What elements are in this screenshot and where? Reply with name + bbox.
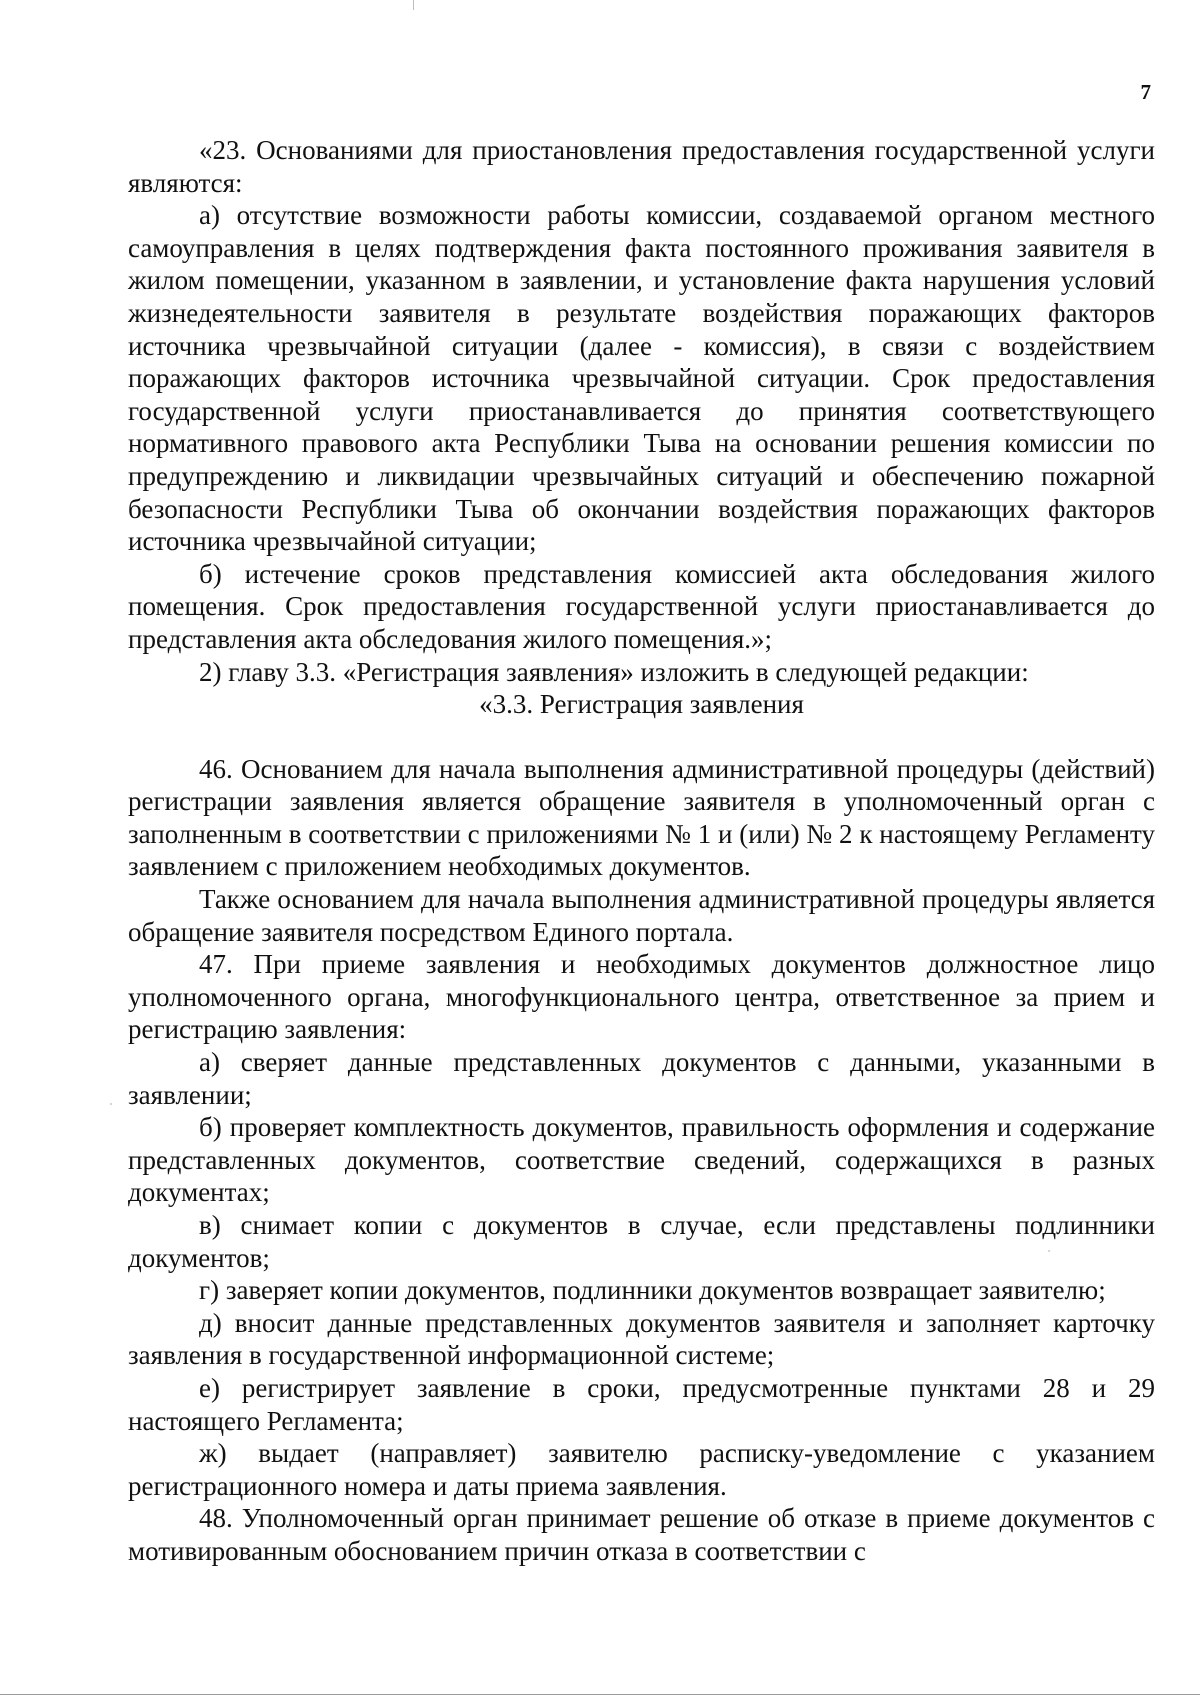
paragraph: 2) главу 3.3. «Регистрация заявления» изложить в следующей редакции: (199, 656, 1029, 687)
scan-mark (413, 0, 414, 10)
scan-edge-line (0, 1694, 1200, 1695)
paragraph: ж) выдает (направляет) заявителю расписку-уведомление с указанием регистрационного номера и даты приема заявления. (128, 1438, 1155, 1501)
paragraph: в) снимает копии с документов в случае, если представлены подлинники документов; (128, 1210, 1155, 1273)
page-number: 7 (1140, 80, 1151, 104)
paragraph: б) истечение сроков представления комиссией акта обследования жилого помещения. Срок предоставления государственной услуги приостанавливается до представления акта обследования жилого помещения.»; (128, 558, 1155, 654)
paragraph: д) вносит данные представленных документов заявителя и заполняет карточку заявления в государственной информационной системе; (128, 1307, 1155, 1371)
paragraph: а) отсутствие возможности работы комиссии, создаваемой органом местного самоуправления в целях подтверждения факта постоянного проживания заявителя в жилом помещении, указанном в заявлении, и установление факта нарушения условий жизнедеятельности заявителя в результате воздействия поражающих факторов источника чрезвычайной ситуации (далее - комиссия), в связи с воздействием поражающих факторов источника чрезвычайной ситуации. Срок предоставления государственной услуги приостанавливается до принятия соответствующего нормативного правового акта Республики Тыва на основании решения комиссии по предупреждению и ликвидации чрезвычайных ситуаций и обеспечению пожарной безопасности Республики Тыва об окончании воздействия поражающих факторов источника чрезвычайной ситуации; (128, 200, 1155, 557)
paragraph: е) регистрирует заявление в сроки, предусмотренные пунктами 28 и 29 настоящего Регламента; (128, 1372, 1155, 1436)
paragraph: б) проверяет комплектность документов, правильность оформления и содержание представленных документов, соответствие сведений, содержащихся в разных документах; (128, 1112, 1155, 1208)
paragraph: Также основанием для начала выполнения административной процедуры является обращение заявителя посредством Единого портала. (128, 884, 1155, 947)
document-body (128, 134, 1155, 1568)
paragraph: 48. Уполномоченный орган принимает решение об отказе в приеме документов с мотивированным обоснованием причин отказа в соответствии с (128, 1503, 1155, 1566)
paragraph: «23. Основаниями для приостановления предоставления государственной услуги являются: (128, 135, 1155, 198)
paragraph: а) сверяет данные представленных документов с данными, указанными в заявлении; (128, 1047, 1155, 1110)
scan-speck (110, 1103, 112, 1105)
paragraph: 46. Основанием для начала выполнения административной процедуры (действий) регистрации заявления является обращение заявителя в уполномоченный орган с заполненным в соответствии с приложениями № 1 и (или) № 2 к настоящему Регламенту заявлением с приложением необходимых документов. (128, 753, 1155, 882)
paragraph: г) заверяет копии документов, подлинники документов возвращает заявителю; (199, 1275, 1106, 1306)
section-heading: «3.3. Регистрация заявления (479, 689, 804, 720)
scan-speck (1048, 1250, 1050, 1252)
paragraph: 47. При приеме заявления и необходимых документов должностное лицо уполномоченного органа, многофункционального центра, ответственное за прием и регистрацию заявления: (128, 949, 1155, 1045)
